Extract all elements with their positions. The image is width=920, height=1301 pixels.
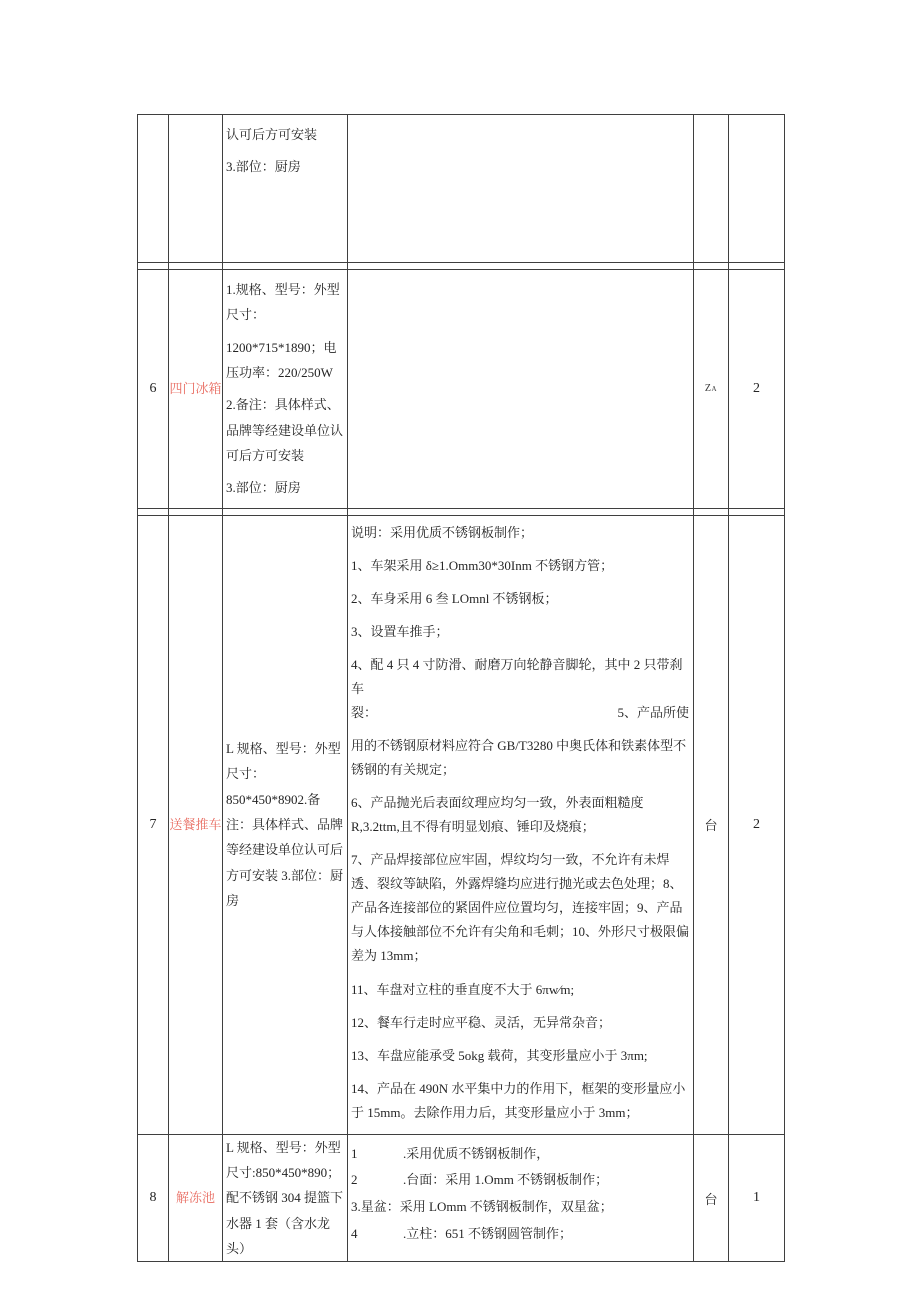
seam-cell <box>729 263 784 270</box>
split-right-text: 5、产品所使 <box>617 705 689 721</box>
table-row-continuation <box>138 115 784 263</box>
table-row-6 <box>138 270 784 509</box>
description-line: 3、设置车推手； <box>351 623 449 639</box>
seam-cell <box>138 263 169 270</box>
spec-line: L 规格、型号：外型尺寸：850*450*8902.备注：具体样式、品牌等经建设单位认可后方可安装 3.部位：厨房 <box>226 741 344 909</box>
split-left-text: 裂： <box>351 705 378 721</box>
item-name-cell: 解冻池 <box>169 1135 223 1262</box>
description-line: 14、产品在 490N 水平集中力的作用下，框架的变形量应小于 15mm。去除作用力后，其变形量应小于 3mm； <box>351 1080 686 1120</box>
page-break-seam <box>138 263 784 270</box>
description-line: 7、产品焊接部位应牢固，焊纹均匀一致，不允许有未焊透、裂纹等缺陷，外露焊缝均应进行抛光或去色处理；8、产品各连接部位的紧固件应位置均匀，连接牢固；9、产品与人体接触部位不允许有尖角和毛刺；10、外形尺寸极限偏差为 13mm； <box>351 852 690 964</box>
description-cell <box>348 1135 694 1262</box>
item-name-cell <box>169 115 223 263</box>
description-line: 2、车身采用 6 叁 LOmnl 不锈钢板； <box>351 590 558 606</box>
item-number-cell: 6 <box>138 270 169 509</box>
description-line: 1 .采用优质不锈钢板制作， <box>351 1145 550 1161</box>
description-line: 4 .立柱：651 不锈钢圆管制作； <box>351 1225 573 1241</box>
description-split-line <box>351 701 689 725</box>
spec-line: 认可后方可安装 <box>226 127 318 142</box>
unit-cell: 台 <box>694 1135 729 1262</box>
description-line: 6、产品抛光后表面纹理应均匀一致，外表面粗糙度 R,3.2ttm,且不得有明显划痕、锤印及烧痕； <box>351 795 644 835</box>
seam-cell <box>348 509 694 516</box>
item-name-cell: 四门冰箱 <box>169 270 223 509</box>
seam-cell <box>694 263 729 270</box>
spec-line: L 规格、型号：外型尺寸:850*450*890；配不锈钢 304 提篮下水器 1 套（含水龙头） <box>226 1139 344 1257</box>
seam-cell <box>138 509 169 516</box>
spec-cell <box>223 115 348 263</box>
table-row-8 <box>138 1135 784 1262</box>
seam-cell <box>223 509 348 516</box>
description-line: 13、车盘应能承受 5okg 载荷，其变形量应小于 3πm; <box>351 1047 648 1063</box>
item-number-cell <box>138 115 169 263</box>
spec-line: 3.部位：厨房 <box>226 480 301 496</box>
description-cell <box>348 115 694 263</box>
spec-line: 1.规格、型号：外型尺寸： <box>226 282 340 323</box>
item-name-cell: 送餐推车 <box>169 516 223 1135</box>
item-number-cell: 7 <box>138 516 169 1135</box>
quantity-cell: 1 <box>753 1190 760 1206</box>
description-cell <box>348 516 694 1135</box>
description-line: 3.星盆：采用 LOmm 不锈钢板制作，双星盆； <box>351 1199 613 1215</box>
quantity-cell: 2 <box>729 270 784 509</box>
equipment-spec-table <box>137 114 785 1262</box>
unit-cell <box>694 115 729 263</box>
unit-cell: Za <box>694 270 729 509</box>
description-line: 说明：采用优质不锈钢板制作； <box>351 524 534 540</box>
table-row-7 <box>138 516 784 1135</box>
spec-cell <box>223 270 348 509</box>
item-number-cell: 8 <box>138 1135 169 1262</box>
description-line: 4、配 4 只 4 寸防滑、耐磨万向轮静音脚轮，其中 2 只带刹车 <box>351 656 683 696</box>
description-line: 11、车盘对立柱的垂直度不大于 6πw∕m; <box>351 981 575 997</box>
description-line: 1、车架采用 δ≥1.Omm30*30Inm 不锈钢方管； <box>351 557 614 573</box>
description-line: 2 .台面：采用 1.Omm 不锈钢板制作； <box>351 1172 609 1188</box>
spec-line: 3.部位：厨房 <box>226 159 301 175</box>
spec-cell <box>223 1135 348 1262</box>
quantity-cell <box>729 115 784 263</box>
description-line: 用的不锈钢原材料应符合 GB/T3280 中奥氏体和铁素体型不锈钢的有关规定； <box>351 738 687 778</box>
description-cell <box>348 270 694 509</box>
seam-cell <box>223 263 348 270</box>
page-break-seam <box>138 509 784 516</box>
unit-cell: 台 <box>694 516 729 1135</box>
quantity-cell: 2 <box>729 516 784 1135</box>
seam-cell <box>729 509 784 516</box>
spec-line: 2.备注：具体样式、品牌等经建设单位认可后方可安装 <box>226 397 344 464</box>
seam-cell <box>348 263 694 270</box>
description-line: 12、餐车行走时应平稳、灵活，无异常杂音； <box>351 1014 612 1030</box>
seam-cell <box>694 509 729 516</box>
spec-cell <box>223 516 348 1135</box>
seam-cell <box>169 509 223 516</box>
seam-cell <box>169 263 223 270</box>
spec-line: 1200*715*1890；电压功率：220/250W <box>226 339 337 381</box>
